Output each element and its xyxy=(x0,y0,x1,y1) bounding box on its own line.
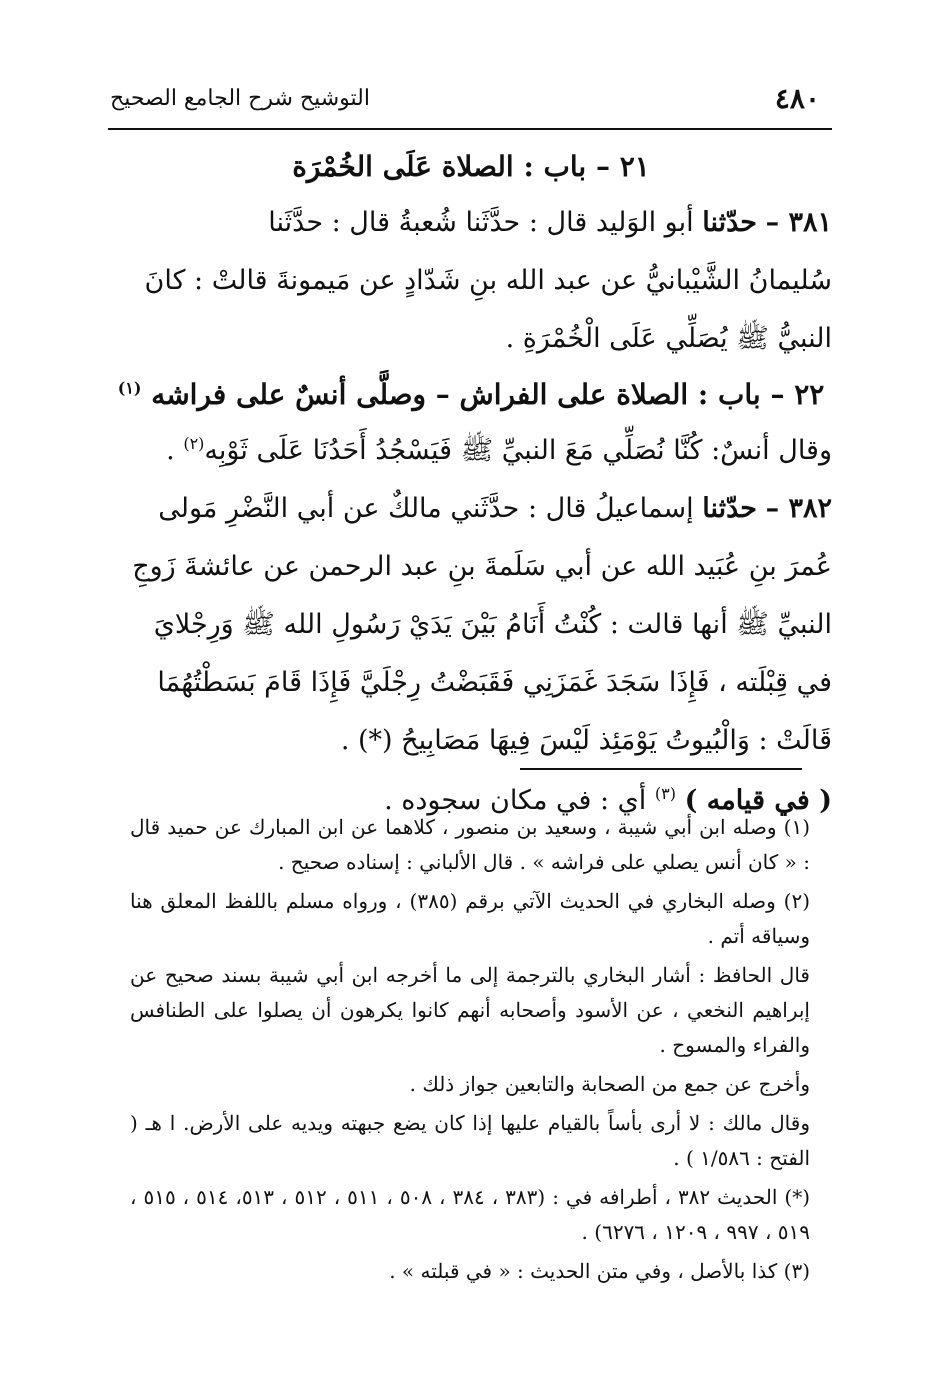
hadith-381-line-3: النبيُّ ﷺ يُصَلِّي عَلَى الْخُمْرَةِ . xyxy=(505,323,832,354)
hadith-381 xyxy=(110,194,832,368)
hadith-text: أبو الوَليد قال : حدَّثَنا شُعبةُ قال : حدَّثَنا xyxy=(268,207,694,238)
footnote-ref-1: (١) xyxy=(117,378,142,398)
hadith-381-line-2: سُليمانُ الشَّيْبانيُّ عن عبد الله بنِ شَدّادٍ عن مَيمونةَ قالتْ : كانَ xyxy=(144,265,832,296)
footnote-1: (١) وصله ابن أبي شيبة ، وسعيد بن منصور ، كلاهما عن ابن المبارك عن حميد قال : « كان أنس يصلي على فراشه » . قال الألباني : إسناده صحيح . xyxy=(130,815,810,874)
hadith-text: إسماعيلُ قال : حدَّثَني مالكٌ عن أبي النَّضْرِ مَولى xyxy=(158,493,694,524)
hadith-lead: حدّثنا xyxy=(702,207,757,238)
hadith-number: ٣٨١ – xyxy=(765,207,832,238)
footnotes xyxy=(130,810,810,1293)
footnote-3: (٣) كذا بالأصل ، وفي متن الحديث : « في قبلته » . xyxy=(389,1259,810,1283)
footnote-2-malik: وقال مالك : لا أرى بأساً بالقيام عليها إذا كان يضع جبهته ويديه على الأرض. ا هـ ( الفتح : ١/٥٨٦ ) . xyxy=(130,1111,810,1170)
chapter-heading-22 xyxy=(110,368,832,422)
main-text xyxy=(110,140,832,828)
footnote-2-hafiz: قال الحافظ : أشار البخاري بالترجمة إلى ما أخرجه ابن أبي شيبة بسند صحيح عن إبراهيم النخعي ، عن الأسود وأصحابه أنهم كانوا يكرهون أن يصلوا على الطنافس والفراء والمسوح . xyxy=(130,963,810,1057)
anas-end: . xyxy=(166,435,175,466)
hadith-382-line-2: عُمرَ بنِ عُبَيد الله عن أبي سَلَمةَ بنِ عبد الرحمن عن عائشةَ زَوجِ xyxy=(132,551,832,582)
hadith-382-line-1 xyxy=(110,480,832,538)
hadith-382-line-5: قَالَتْ : وَالْبُيوتُ يَوْمَئِذ لَيْسَ فِيهَا مَصَابِيحُ (*) . xyxy=(340,725,832,756)
gloss-term: ( في قيامه ) xyxy=(684,785,832,816)
footnote-rule xyxy=(520,768,802,770)
hadith-381-line-1 xyxy=(110,194,832,252)
hadith-382-line-4: في قِبْلَته ، فَإِذَا سَجَدَ غَمَزَنِي فَقَبَضْتُ رِجْلَيَّ فَإِذَا قَامَ بَسَطْتُهُمَا xyxy=(157,667,832,698)
footnote-ref-2: (٢) xyxy=(183,434,205,453)
running-header-title: التوشيح شرح الجامع الصحيح xyxy=(110,86,370,111)
page-number: ٤٨٠ xyxy=(774,82,820,115)
hadith-382 xyxy=(110,480,832,770)
header-rule xyxy=(108,128,832,130)
footnote-star: (*) الحديث ٣٨٢ ، أطرافه في : (٣٨٣ ، ٣٨٤ ، ٥٠٨ ، ٥١١ ، ٥١٢ ، ٥١٣، ٥١٤ ، ٥١٥ ، ٥١٩ ، ٩٩٧ ، ١٢٠٩ ، ٦٢٧٦) . xyxy=(130,1185,811,1244)
anas-line xyxy=(110,422,832,480)
gloss-text: أي : في مكان سجوده . xyxy=(384,785,647,816)
hadith-lead: حدّثنا xyxy=(702,493,757,524)
footnote-2-companions: وأخرج عن جمع من الصحابة والتابعين جواز ذلك . xyxy=(409,1072,810,1096)
hadith-382-line-3: النبيِّ ﷺ أنها قالت : كُنْتُ أَنَامُ بَيْنَ يَدَيْ رَسُولِ الله ﷺ وَرِجْلايَ xyxy=(153,609,832,640)
anas-text: وقال أنسٌ: كُنَّا نُصَلِّي مَعَ النبيِّ ﷺ فَيَسْجُدُ أَحَدُنَا عَلَى ثَوْبِه xyxy=(204,435,832,466)
anas-report xyxy=(110,422,832,480)
footnote-2: (٢) وصله البخاري في الحديث الآتي برقم (٣٨٥) ، ورواه مسلم باللفظ المعلق هنا وسياقه أتم . xyxy=(130,889,811,948)
chapter-heading-22-text: ٢٢ – باب : الصلاة على الفراش – وصلَّى أنسٌ على فراشه xyxy=(151,378,825,411)
hadith-number: ٣٨٢ – xyxy=(765,493,832,524)
footnote-ref-3: (٣) xyxy=(654,784,677,803)
chapter-heading-21: ٢١ – باب : الصلاة عَلَى الخُمْرَة xyxy=(292,150,650,183)
